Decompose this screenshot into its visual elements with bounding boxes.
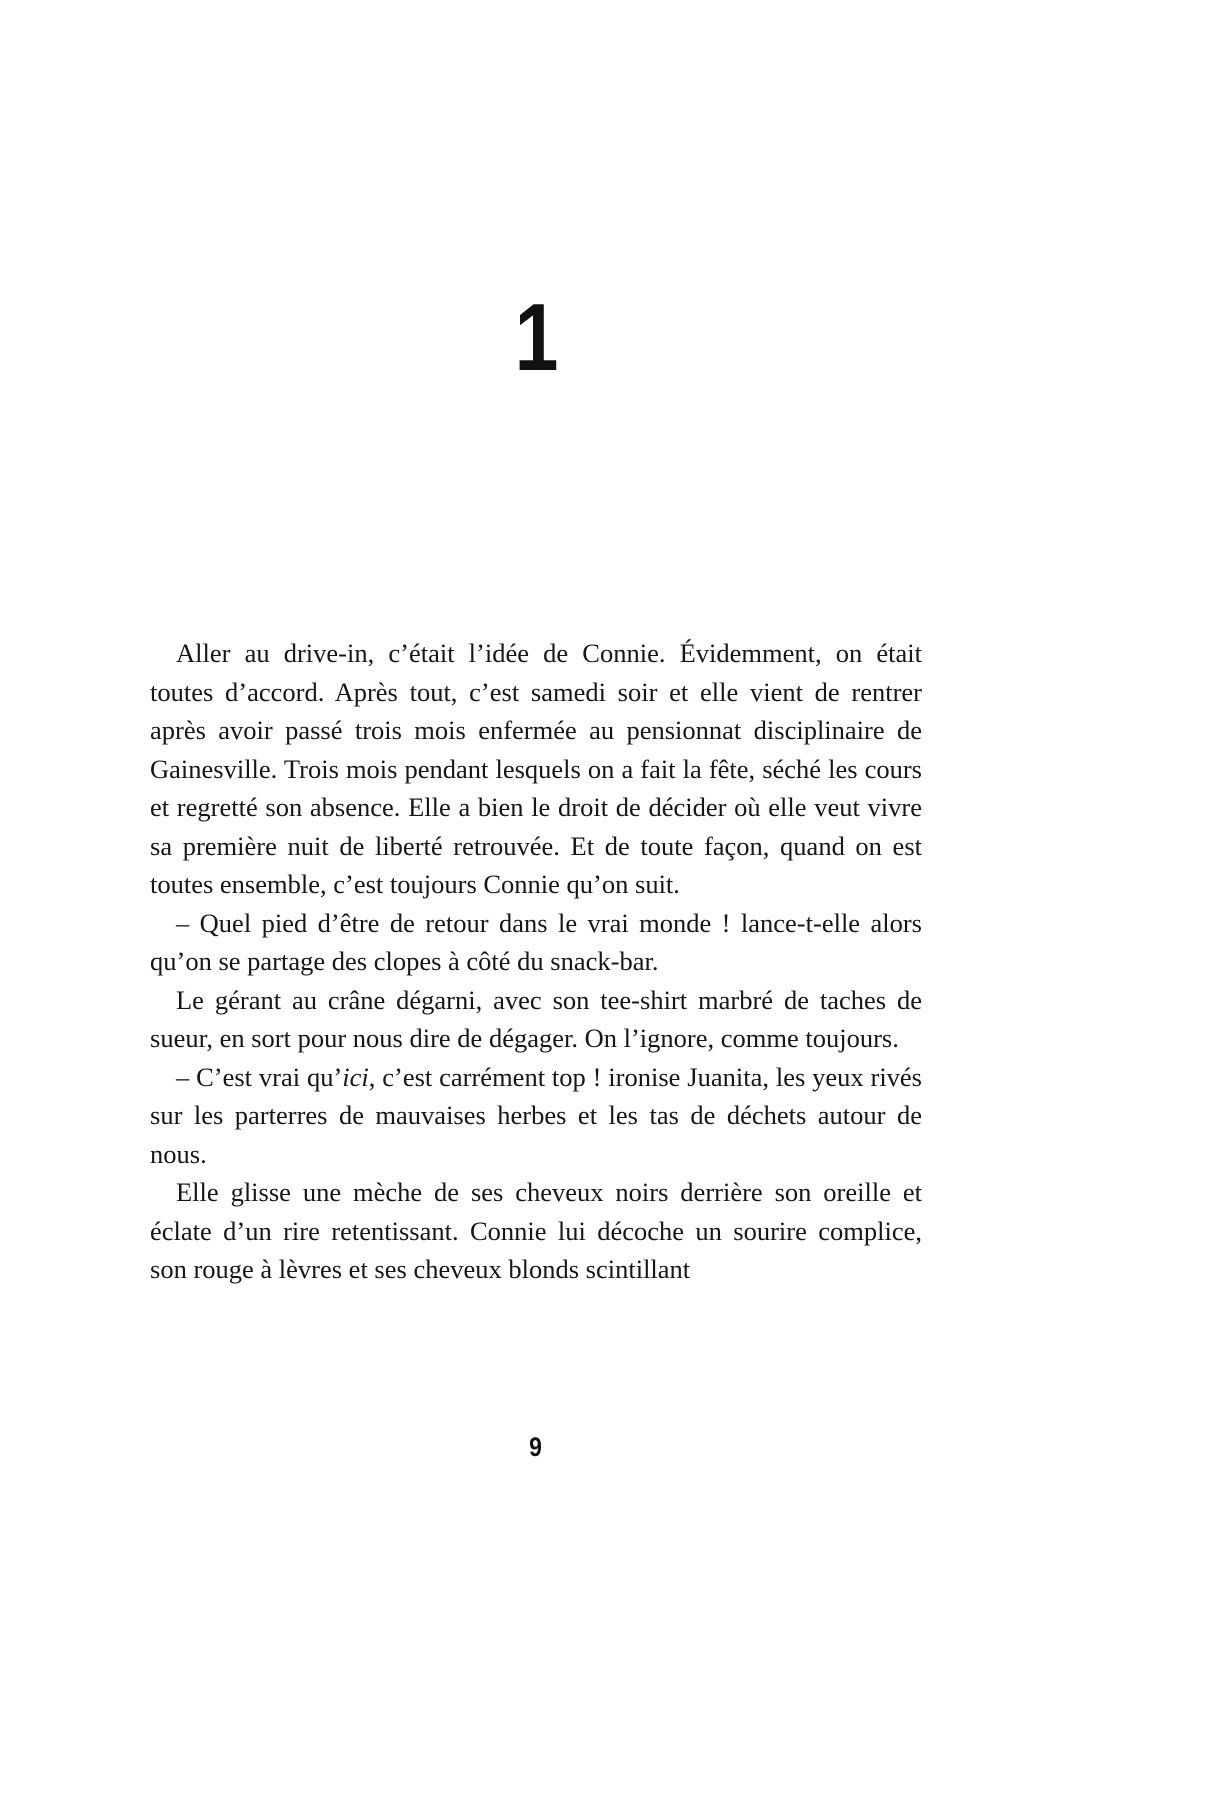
text-block (150, 634, 922, 1289)
text-run: , c’est carrément top ! ironise Juanita, les yeux rivés sur les parterres de mauvaises herbes et les tas de déchets autour de nous. (150, 1061, 922, 1169)
paragraph (150, 634, 922, 904)
page-footer (150, 1432, 922, 1463)
text-run: Aller au drive-in, c’était l’idée de Connie. Évidemment, on était toutes d’accord. Après tout, c’est samedi soir et elle vient de rentrer après avoir passé trois mois enfermée au pensionnat disciplinaire de Gainesville. Trois mois pendant lesquels on a fait la fête, séché les cours et regretté son absence. Elle a bien le droit de décider où elle veut vivre sa première nuit de liberté retrouvée. Et de toute façon, quand on est toutes ensemble, c’est toujours Connie qu’on suit. (150, 638, 922, 899)
paragraph (150, 1173, 922, 1289)
text-column (150, 0, 922, 1289)
text-run: – C’est vrai qu’ (176, 1061, 343, 1092)
page-number: 9 (529, 1432, 543, 1462)
text-run: Elle glisse une mèche de ses cheveux noirs derrière son oreille et éclate d’un rire retentissant. Connie lui décoche un sourire complice, son rouge à lèvres et ses cheveux blonds scintillant (150, 1177, 922, 1284)
chapter-number: 1 (514, 284, 558, 391)
paragraph (150, 904, 922, 981)
chapter-heading (150, 284, 922, 391)
text-run: – Quel pied d’être de retour dans le vrai monde ! lance-t-elle alors qu’on se partage des clopes à côté du snack-bar. (150, 907, 922, 976)
text-run: ici (342, 1061, 369, 1092)
paragraph (150, 981, 922, 1058)
text-run: Le gérant au crâne dégarni, avec son tee-shirt marbré de taches de sueur, en sort pour nous dire de dégager. On l’ignore, comme toujours. (150, 984, 922, 1053)
paragraph (150, 1058, 922, 1174)
